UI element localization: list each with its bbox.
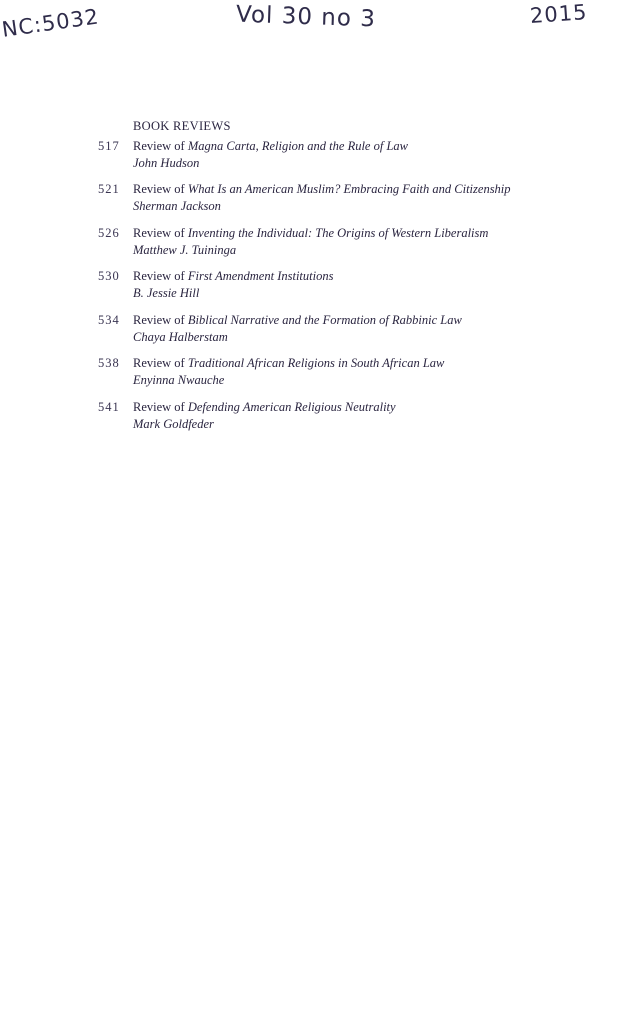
handwritten-call-number: NC:5032 — [0, 4, 101, 42]
book-title: Traditional African Religions in South African Law — [187, 356, 445, 370]
page-number: 521 — [98, 182, 120, 196]
page-number: 534 — [98, 313, 120, 327]
book-title: Biblical Narrative and the Formation of Rabbinic Law — [187, 313, 462, 327]
review-title-line — [133, 139, 408, 154]
reviewer-name: Chaya Halberstam — [133, 330, 228, 344]
reviewer-name: Enyinna Nwauche — [133, 373, 225, 387]
toc-entry — [0, 269, 641, 309]
toc-entry — [0, 356, 641, 396]
page-number: 538 — [98, 356, 120, 370]
toc-entry — [0, 400, 641, 440]
book-title: Defending American Religious Neutrality — [187, 400, 396, 414]
page-number: 541 — [98, 400, 120, 414]
review-prefix: Review of — [133, 313, 188, 327]
section-heading: BOOK REVIEWS — [133, 119, 231, 133]
book-title: Magna Carta, Religion and the Rule of Law — [187, 139, 408, 153]
review-prefix: Review of — [133, 226, 188, 240]
review-prefix: Review of — [133, 356, 188, 370]
review-prefix: Review of — [133, 182, 188, 196]
reviewer-name: John Hudson — [133, 156, 200, 170]
reviewer-name: Matthew J. Tuininga — [133, 243, 237, 257]
book-title: First Amendment Institutions — [187, 269, 334, 283]
review-prefix: Review of — [133, 269, 188, 283]
review-title-line — [133, 269, 333, 284]
reviewer-name: B. Jessie Hill — [133, 286, 200, 300]
review-title-line — [133, 313, 462, 328]
page-number: 526 — [98, 226, 120, 240]
review-prefix: Review of — [133, 400, 188, 414]
reviewer-name: Sherman Jackson — [133, 199, 221, 213]
reviewer-name: Mark Goldfeder — [133, 417, 214, 431]
review-prefix: Review of — [133, 139, 188, 153]
page-number: 530 — [98, 269, 120, 283]
toc-entry — [0, 226, 641, 266]
review-title-line — [133, 226, 488, 241]
handwritten-volume-note: Vol 30 no 3 — [235, 1, 377, 33]
book-title: What Is an American Muslim? Embracing Faith and Citizenship — [187, 182, 511, 196]
review-title-line — [133, 356, 444, 371]
book-title: Inventing the Individual: The Origins of Western Liberalism — [187, 226, 489, 240]
review-title-line — [133, 182, 511, 197]
handwritten-year-note: 2015 — [529, 0, 589, 28]
toc-entry — [0, 182, 641, 222]
review-title-line — [133, 400, 396, 415]
toc-entry — [0, 313, 641, 353]
toc-entry — [0, 139, 641, 179]
page-number: 517 — [98, 139, 120, 153]
